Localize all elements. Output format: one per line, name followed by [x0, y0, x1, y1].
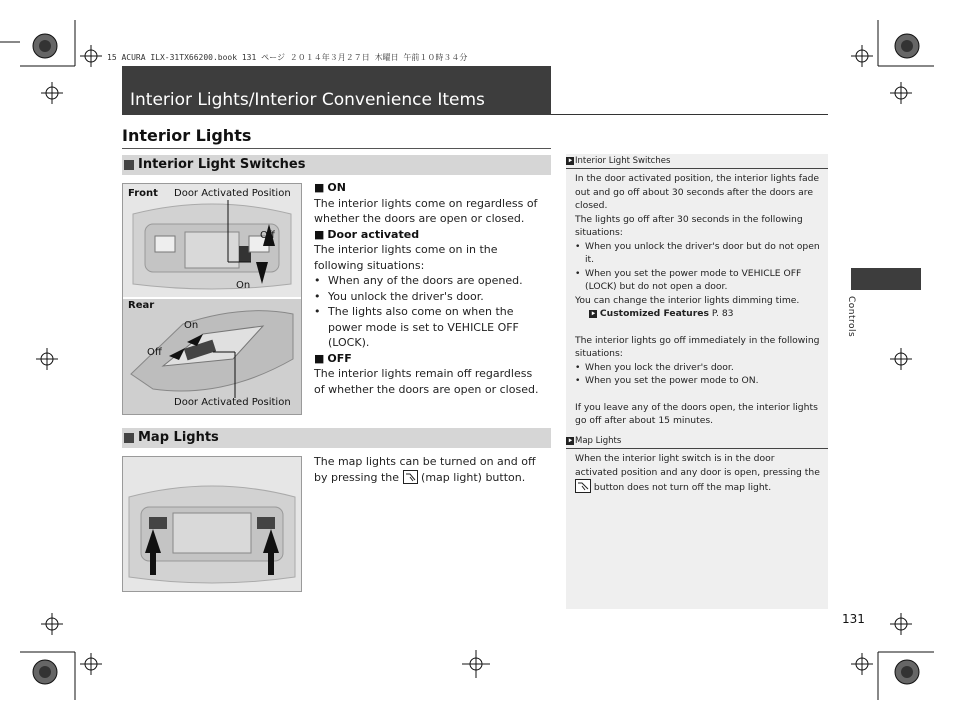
side-paragraph: The lights go off after 30 seconds in the following situations:	[575, 213, 803, 238]
side-note-body	[566, 449, 828, 495]
title-bar	[122, 66, 551, 115]
page-title: Interior Lights/Interior Convenience Items	[130, 90, 485, 110]
map-lights-text	[314, 454, 548, 485]
subsection-bar-switches	[122, 155, 551, 175]
side-paragraph: button does not turn off the map light.	[593, 482, 772, 493]
page-number: 131	[842, 612, 865, 626]
chapter-tab-label: Controls	[846, 296, 856, 338]
off-text: The interior lights remain off regardless of whether the doors are open or closed.	[314, 367, 539, 396]
arrow-icon: ⯈	[590, 310, 596, 318]
map-light-illustration	[123, 457, 301, 591]
map-lights-text-after: (map light) button.	[421, 470, 526, 484]
cross-reference-page: P. 83	[711, 308, 734, 319]
registration-rosette-icon	[33, 34, 57, 58]
figure-label-door-position: Door Activated Position	[174, 397, 291, 408]
figure-label-off: Off	[260, 230, 275, 241]
side-note-switches	[566, 156, 828, 428]
list-item: • When you unlock the driver's door but do not open it.	[575, 240, 820, 267]
figure-label-rear: Rear	[128, 300, 155, 311]
title-rule	[551, 114, 828, 115]
chapter-tab[interactable]	[851, 268, 921, 290]
arrow-icon: ⯈	[567, 437, 573, 445]
map-lights-text-before: The map lights can be turned on and off by pressing the	[314, 455, 536, 484]
map-light-button-icon	[403, 470, 418, 484]
cross-reference-title: Customized Features	[599, 308, 709, 319]
registration-rosette-icon	[895, 660, 919, 684]
registration-rosette-icon	[33, 660, 57, 684]
interior-light-figure	[122, 183, 302, 415]
side-notes-panel	[566, 154, 828, 609]
subsection-bar-map-lights	[122, 428, 551, 448]
section-heading: Interior Lights	[122, 126, 252, 145]
side-note-body	[566, 169, 828, 428]
section-rule	[122, 148, 551, 149]
side-note-map-lights	[566, 436, 828, 495]
cross-reference-link[interactable]	[575, 307, 820, 321]
figure-label-off: Off	[147, 347, 162, 358]
side-paragraph: In the door activated position, the interior lights fade out and go off about 30 seconds after the doors are closed.	[575, 173, 820, 211]
list-item: • The lights also come on when the power mode is set to VEHICLE OFF (LOCK).	[314, 304, 546, 351]
map-light-figure	[122, 456, 302, 592]
list-item: • When you lock the driver's door.	[575, 361, 820, 375]
console-illustration	[123, 184, 301, 414]
side-note-heading: ⯈ Interior Light Switches	[567, 156, 671, 166]
list-item: • When you set the power mode to VEHICLE OFF (LOCK) but do not open a door.	[575, 267, 820, 294]
figure-label-front: Front	[128, 188, 158, 199]
square-bullet-icon	[124, 160, 134, 170]
list-item: • When any of the doors are opened.	[314, 273, 546, 289]
side-paragraph: When the interior light switch is in the door activated position and any door is open, pressing the	[575, 453, 820, 478]
door-activated-text: The interior lights come on in the following situations:	[314, 243, 498, 272]
switch-descriptions	[314, 180, 546, 397]
figure-label-on: On	[184, 320, 199, 331]
side-paragraph: You can change the interior lights dimming time.	[575, 294, 800, 306]
figure-label-on: On	[236, 280, 251, 291]
subsection-title: Interior Light Switches	[138, 157, 306, 172]
list-item: • You unlock the driver's door.	[314, 289, 546, 305]
on-text: The interior lights come on regardless of whether the doors are open or closed.	[314, 196, 538, 225]
registration-rosette-icon	[895, 34, 919, 58]
map-light-button-icon	[575, 479, 591, 493]
off-title: ■ OFF	[314, 351, 546, 367]
list-item: • When you set the power mode to ON.	[575, 374, 820, 388]
square-bullet-icon	[124, 433, 134, 443]
door-activated-title: ■ Door activated	[314, 227, 546, 243]
side-paragraph: The interior lights go off immediately in the following situations:	[575, 334, 820, 359]
on-title: ■ ON	[314, 180, 546, 196]
figure-label-door-position: Door Activated Position	[174, 188, 291, 199]
side-paragraph: If you leave any of the doors open, the interior lights go off after about 15 minutes.	[575, 401, 818, 426]
arrow-icon: ⯈	[567, 157, 573, 165]
subsection-title: Map Lights	[138, 430, 219, 445]
print-header: 15 ACURA ILX-31TX66200.book 131 ページ ２０１４年３月２７日 木曜日 午前１０時３４分	[107, 53, 468, 62]
side-note-heading: ⯈ Map Lights	[567, 436, 622, 446]
